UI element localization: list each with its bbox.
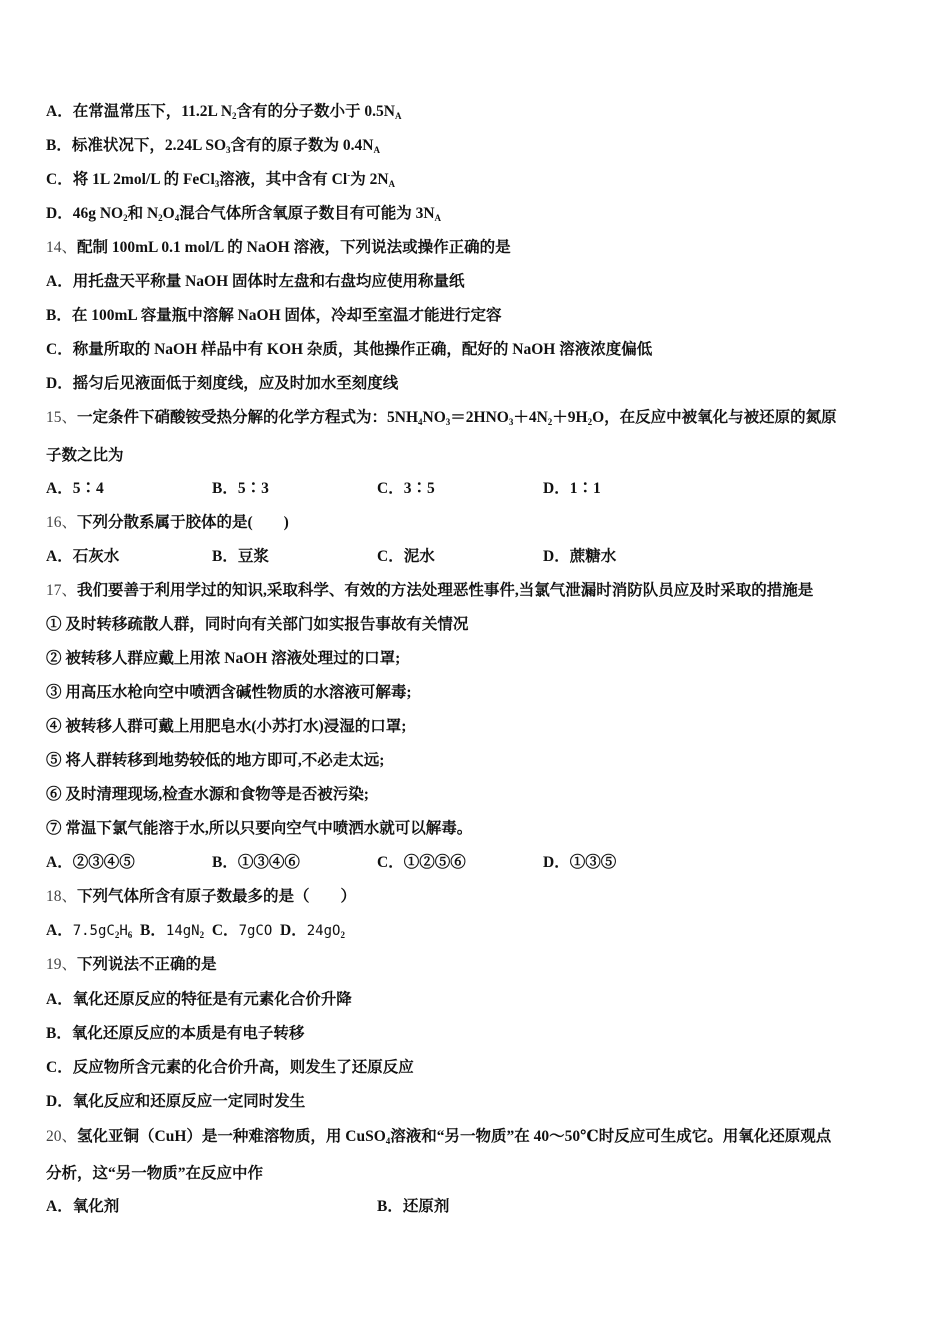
q13-option-b: B．标准状况下，2.24L $SO_3$含有的原子数为 $0.4N_A$ <box>46 137 380 155</box>
q19-option-b: B．氧化还原反应的本质是有电子转移 <box>46 1025 305 1042</box>
q15-stem-line2: 子数之比为 <box>46 447 124 464</box>
q19-option-a: A．氧化还原反应的特征是有元素化合价升降 <box>46 991 352 1008</box>
q14-option-d: D．摇匀后见液面低于刻度线，应及时加水至刻度线 <box>46 375 399 392</box>
q18-option-b: B．$14gN_2$ <box>140 922 205 940</box>
q17-item-4: ④ 被转移人群可戴上用肥皂水(小苏打水)浸湿的口罩; <box>46 718 407 735</box>
q17-item-7: ⑦ 常温下氯气能溶于水,所以只要向空气中喷洒水就可以解毒。 <box>46 820 473 837</box>
q16-option-d: D．蔗糖水 <box>543 548 617 565</box>
q19-option-d: D．氧化反应和还原反应一定同时发生 <box>46 1093 306 1110</box>
q13-option-a: A．在常温常压下，11.2L $N_2$含有的分子数小于 $0.5N_A$ <box>46 103 402 121</box>
q14-option-c: C．称量所取的 NaOH 样品中有 KOH 杂质，其他操作正确，配好的 NaOH 溶液浓度偏低 <box>46 341 653 358</box>
q17-item-5: ⑤ 将人群转移到地势较低的地方即可,不必走太远; <box>46 752 385 769</box>
q18-option-a: A．$7.5gC_2H_6$ <box>46 922 133 940</box>
q13-option-d: D．46g $NO_2$和 $N_2O_4$混合气体所含氧原子数目有可能为 $3N_A$ <box>46 205 442 223</box>
q14-stem: 14、配制 100mL 0.1 mol/L 的 NaOH 溶液，下列说法或操作正确的是 <box>46 239 511 256</box>
q17-item-3: ③ 用高压水枪向空中喷洒含碱性物质的水溶液可解毒; <box>46 684 412 701</box>
q16-stem: 16、下列分散系属于胶体的是( ) <box>46 514 289 531</box>
q18-option-c: C．7gCO <box>211 922 273 939</box>
q18-stem: 18、下列气体所含有原子数最多的是（ ） <box>46 888 357 905</box>
q15-option-b: B．5∶3 <box>212 480 269 497</box>
q15-stem: 15、一定条件下硝酸铵受热分解的化学方程式为：$5NH_4NO_3=2HNO_3+4N_2+9H_2O$，在反应中被氧化与被还原的氮原 <box>46 409 837 427</box>
q17-option-c: C．①②⑤⑥ <box>377 854 466 871</box>
q18-options <box>46 921 345 941</box>
q14-option-a: A．用托盘天平称量 NaOH 固体时左盘和右盘均应使用称量纸 <box>46 273 465 290</box>
q19-stem: 19、下列说法不正确的是 <box>46 956 217 973</box>
q17-option-a: A．②③④⑤ <box>46 854 135 871</box>
q17-item-6: ⑥ 及时清理现场,检查水源和食物等是否被污染; <box>46 786 369 803</box>
q18-option-d: D．$24gO_2$ <box>280 922 345 940</box>
q16-option-c: C．泥水 <box>377 548 435 565</box>
q20-option-a: A．氧化剂 <box>46 1198 120 1215</box>
q17-stem: 17、我们要善于利用学过的知识,采取科学、有效的方法处理恶性事件,当氯气泄漏时消防队员应及时采取的措施是 <box>46 582 814 599</box>
q16-option-a: A．石灰水 <box>46 548 120 565</box>
q15-option-d: D．1∶1 <box>543 480 601 497</box>
q17-option-b: B．①③④⑥ <box>212 854 300 871</box>
q17-option-d: D．①③⑤ <box>543 854 617 871</box>
q15-option-a: A．5∶4 <box>46 480 104 497</box>
q17-item-1: ① 及时转移疏散人群，同时向有关部门如实报告事故有关情况 <box>46 616 469 633</box>
q17-item-2: ② 被转移人群应戴上用浓 NaOH 溶液处理过的口罩; <box>46 650 401 667</box>
q13-option-c: C．将 1L 2mol/L 的 FeCl$_3$溶液，其中含有 Cl-为 $2N_A$ <box>46 170 396 189</box>
q15-option-c: C．3∶5 <box>377 480 435 497</box>
q20-stem-line2: 分析，这“另一物质”在反应中作 <box>46 1165 264 1182</box>
q16-option-b: B．豆浆 <box>212 548 269 565</box>
q19-option-c: C．反应物所含元素的化合价升高，则发生了还原反应 <box>46 1059 414 1076</box>
q20-option-b: B．还原剂 <box>377 1198 450 1215</box>
q20-stem: 20、氢化亚铜（CuH）是一种难溶物质，用 CuSO$_4$溶液和“另一物质”在 40～50℃时反应可生成它。用氧化还原观点 <box>46 1128 832 1146</box>
q14-option-b: B．在 100mL 容量瓶中溶解 NaOH 固体，冷却至室温才能进行定容 <box>46 307 502 324</box>
